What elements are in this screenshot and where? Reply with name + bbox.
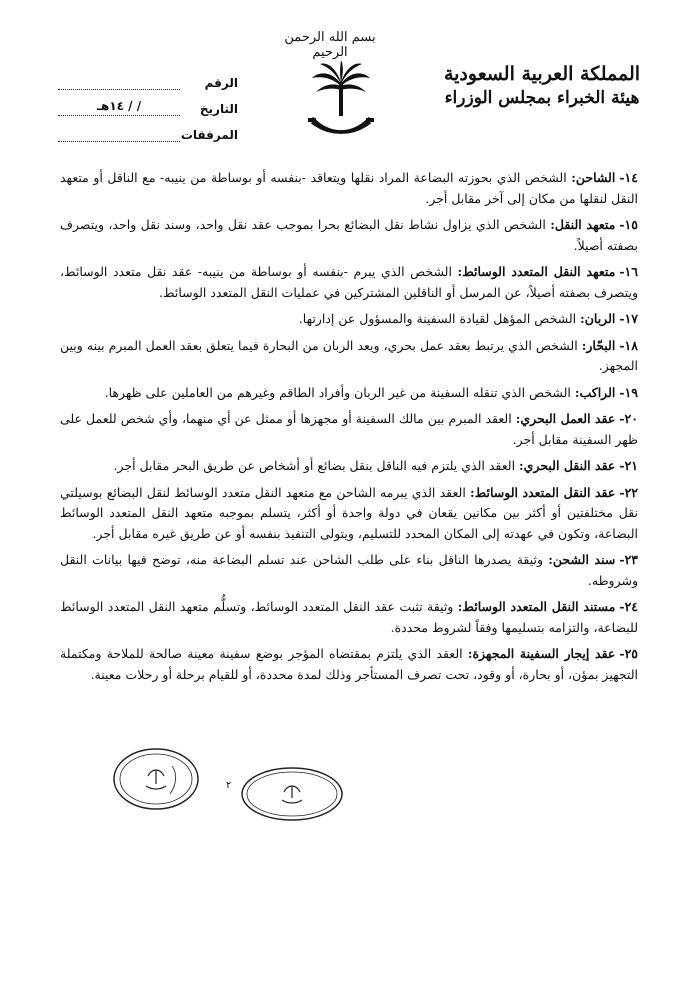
definition-item — [60, 550, 638, 591]
definition-term: البحّار: — [581, 337, 616, 353]
definition-number: ٢٥- — [619, 646, 638, 661]
definition-text: العقد الذي يبرمه الشاحن مع متعهد النقل متعدد الوسائط لنقل البضائع بوسيلتي نقل مختلفتين أو أكثر بين مكانين يقعان في دولة واحدة أو أكثر، يتسلم بموجبه متعهد النقل المتعدد الوسائط البضاعة، وتكون في عهدته إلى المكان المحدد للتسليم، ويتولى التنفيذ بنفسه أو عن طريق غيره مقابل أجر. — [60, 484, 638, 541]
definition-number: ٢٢- — [619, 484, 638, 500]
basmala: بسم الله الرحمن الرحيم — [284, 30, 376, 60]
palm-swords-emblem-icon — [306, 60, 376, 140]
definition-item — [60, 262, 638, 303]
definition-text: العقد الذي يلتزم فيه الناقل بنقل بضائع أو أشخاص عن طريق البحر مقابل أجر. — [113, 458, 516, 473]
definition-text: الشخص المؤهل لقيادة السفينة والمسؤول عن إدارتها. — [298, 311, 577, 326]
definition-term: الشاحن: — [571, 170, 616, 185]
attachments-row — [58, 116, 238, 142]
definition-text: الشخص الذي تنقله السفينة من غير الربان وأفراد الطاقم وغيرهم من العاملين على ظهرها. — [104, 384, 571, 400]
date-value: / / ١٤هـ — [58, 99, 180, 116]
definition-term: عقد النقل البحري: — [519, 458, 616, 473]
definition-number: ١٨- — [619, 337, 638, 353]
definition-item — [60, 309, 638, 330]
definition-number: ٢١- — [619, 458, 638, 473]
date-row — [58, 90, 238, 116]
definition-item — [60, 215, 638, 256]
attachments-line — [58, 127, 180, 142]
definition-number: ١٦- — [619, 264, 638, 279]
definition-item — [60, 644, 638, 685]
reference-number-row — [58, 64, 238, 90]
definition-number: ١٥- — [619, 217, 638, 232]
definition-item — [60, 168, 638, 209]
organization-heading — [422, 62, 662, 110]
official-stamp-oval — [240, 766, 344, 822]
definition-term: متعهد النقل المتعدد الوسائط: — [457, 264, 616, 279]
definition-term: متعهد النقل: — [550, 217, 616, 232]
definition-term: الراكب: — [574, 384, 616, 400]
definition-text: الشخص الذي بحوزته البضاعة المراد نقلها ويتعاقد -بنفسه أو بوساطة من ينيبه- مع الناقل أو متعهد النقل لنقلها من مكان إلى آخر مقابل أجر. — [60, 170, 638, 206]
attachments-label: المرفقات — [180, 128, 238, 142]
date-label: التاريخ — [199, 102, 238, 116]
authority-name: هيئة الخبراء بمجلس الوزراء — [444, 88, 640, 108]
kingdom-name: المملكة العربية السعودية — [443, 63, 641, 85]
definition-text: الشخص الذي يزاول نشاط نقل البضائع بحرا بموجب عقد نقل واحد، وسند نقل واحد، ويتصرف بصفته أصيلاً. — [60, 217, 638, 253]
definition-text: وثيقة تثبت عقد النقل المتعدد الوسائط، وتسلُّم متعهد النقل المتعدد الوسائط للبضاعة، والتزامه بتسليمها وفقاً لشروط محددة. — [60, 599, 638, 635]
official-stamp-round — [112, 746, 200, 812]
definition-term: سند الشحن: — [548, 552, 616, 567]
definition-number: ٢٠- — [619, 411, 638, 426]
definition-number: ١٧- — [619, 311, 638, 326]
definition-item — [60, 383, 638, 404]
definition-item — [60, 456, 638, 477]
definition-item — [60, 336, 638, 377]
definition-term: مستند النقل المتعدد الوسائط: — [457, 599, 616, 614]
definition-item — [60, 597, 638, 638]
definition-item — [60, 409, 638, 450]
definition-text: العقد المبرم بين مالك السفينة أو مجهزها أو ممثل عن أي منهما، وأي شخص للعمل على ظهر السفينة مقابل أجر. — [60, 411, 638, 447]
definitions-list — [60, 168, 638, 691]
definition-term: عقد إيجار السفينة المجهزة: — [467, 646, 616, 661]
definition-text: العقد الذي يلتزم بمقتضاه المؤجر بوضع سفينة معينة صالحة للملاحة ومكتملة التجهيز بمؤن، أو بحارة، أو وقود، تحت تصرف المستأجر وذلك لمدة محددة، أو للقيام برحلة أو رحلات معينة. — [60, 646, 638, 682]
definition-text: وثيقة يصدرها الناقل بناء على طلب الشاحن عند تسلم البضاعة منه، توضح فيها بيانات النقل وشروطه. — [60, 552, 638, 588]
reference-block — [58, 64, 238, 142]
definition-term: الربان: — [580, 311, 616, 326]
definition-number: ١٤- — [619, 170, 638, 185]
definition-number: ٢٣- — [619, 552, 638, 567]
oval-seal-icon — [240, 766, 344, 822]
definition-term: عقد النقل المتعدد الوسائط: — [470, 484, 616, 500]
definition-term: عقد العمل البحري: — [515, 411, 616, 426]
definition-text: الشخص الذي يرتبط بعقد عمل بحري، ويعد الربان من البحارة فيما يتعلق بعقد العمل المبرم بينه وبين المجهز. — [60, 337, 638, 373]
definition-number: ٢٤- — [619, 599, 638, 614]
round-seal-icon — [112, 746, 200, 812]
definition-item — [60, 483, 638, 545]
page-number: ٢ — [226, 780, 232, 791]
reference-number-line — [58, 75, 180, 90]
definition-text: الشخص الذي يبرم -بنفسه أو بوساطة من ينيبه- عقد نقل متعدد الوسائط، ويتصرف بصفته أصيلاً، عن المرسل أو الناقلين المشتركين في عمليات النقل المتعدد الوسائط. — [60, 264, 638, 300]
reference-number-label: الرقم — [204, 76, 238, 90]
definition-number: ١٩- — [619, 384, 638, 400]
